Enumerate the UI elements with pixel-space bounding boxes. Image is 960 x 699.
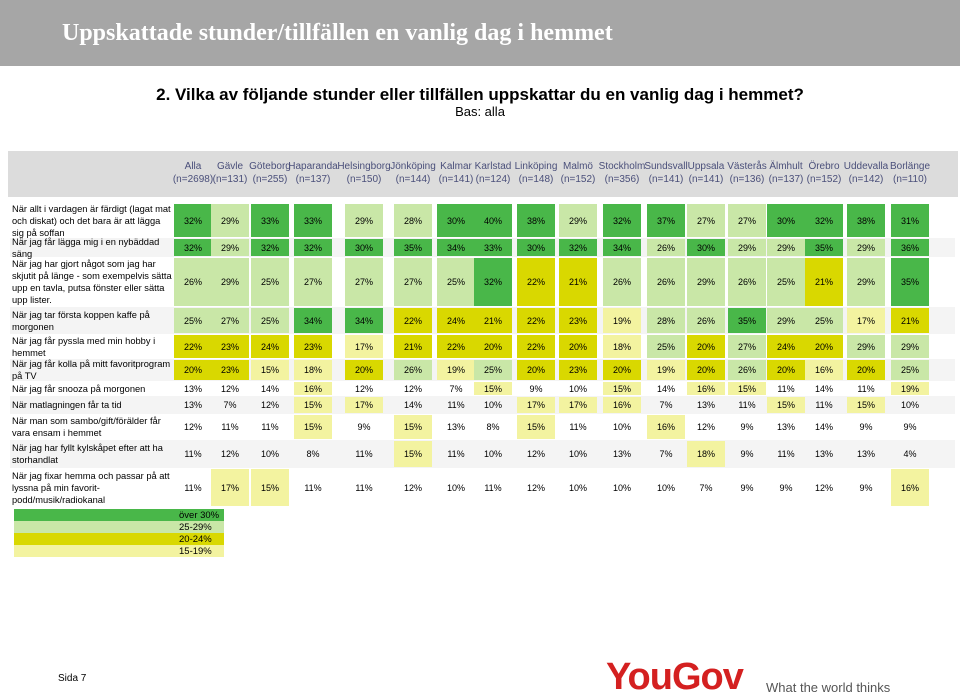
column-n: (n=136) [729,174,765,185]
tagline: What the world thinks [766,680,891,695]
table-cell: 26% [728,258,766,306]
table-cell: 20% [805,335,843,358]
table-cell: 12% [403,383,422,394]
table-cell: 11% [815,400,833,410]
legend-item [14,545,224,557]
table-cell: 29% [345,204,383,237]
row-label: När jag har fyllt kylskåpet efter att ha storhandlat [12,443,163,465]
row-label: När jag får lägga mig i en nybäddad säng [12,236,160,259]
table-cell: 12% [260,400,279,410]
column-n: (n=2698) [172,174,214,185]
table-cell: 30% [767,204,805,237]
table-cell: 18% [687,441,725,467]
column-n: (n=141) [648,174,684,185]
table-cell: 16% [647,415,685,439]
table-cell: 27% [394,258,432,306]
table-cell: 34% [603,239,641,256]
table-cell: 17% [559,397,597,413]
table-cell: 10% [656,482,675,493]
table-cell: 32% [251,239,289,256]
table-cell: 29% [211,239,249,256]
table-cell: 11% [447,449,465,459]
table-cell: 27% [345,258,383,306]
table-cell: 32% [474,258,512,306]
table-cell: 17% [345,397,383,413]
table-cell: 16% [891,469,929,506]
table-cell: 24% [437,308,475,333]
table-cell: 9% [529,383,543,394]
table-cell: 10% [483,400,502,410]
table-cell: 10% [260,449,279,459]
table-cell: 14% [814,383,833,394]
table-cell: 33% [474,239,512,256]
page-number: Sida 7 [58,673,87,684]
table-cell: 27% [294,258,332,306]
table-cell: 25% [647,335,685,358]
page-title: Uppskattade stunder/tillfällen en vanlig dag i hemmet [62,20,613,46]
table-cell: 13% [183,400,202,410]
table-cell: 20% [767,360,805,380]
table-cell: 16% [294,382,332,395]
table-cell: 13% [612,449,631,459]
table-cell: 26% [174,258,212,306]
column-header [882,160,938,186]
row-label: När man som sambo/gift/förälder får vara ensam i hemmet [12,416,161,438]
column-n: (n=131) [212,174,248,185]
table-cell: 12% [354,383,373,394]
table-cell: 35% [394,239,432,256]
table-cell: 16% [687,382,725,395]
table-cell: 25% [767,258,805,306]
table-cell: 18% [294,360,332,380]
column-n: (n=141) [438,174,474,185]
table-cell: 11% [184,449,202,459]
legend-item [14,533,224,545]
column-header [285,160,341,186]
column-n: (n=150) [346,174,382,185]
table-cell: 14% [260,383,279,394]
table-cell: 24% [767,335,805,358]
table-cell: 11% [857,383,875,394]
table-cell: 9% [740,449,754,459]
table-cell: 15% [294,397,332,413]
table-cell: 12% [814,482,833,493]
table-cell: 16% [805,360,843,380]
table-cell: 10% [900,400,919,410]
table-cell: 28% [647,308,685,333]
table-cell: 14% [656,383,675,394]
table-cell: 29% [687,258,725,306]
table-cell: 24% [251,335,289,358]
table-cell: 35% [891,258,929,306]
table-cell: 12% [696,422,715,432]
table-cell: 23% [559,308,597,333]
table-cell: 32% [174,239,212,256]
table-cell: 10% [446,482,465,493]
table-cell: 10% [568,449,587,459]
column-n: (n=110) [892,174,927,185]
table-cell: 34% [437,239,475,256]
table-cell: 19% [603,308,641,333]
table-cell: 29% [847,258,885,306]
column-name: Örebro [808,161,840,172]
table-cell: 11% [355,482,373,493]
table-cell: 17% [517,397,555,413]
table-cell: 37% [647,204,685,237]
table-cell: 25% [251,258,289,306]
table-cell: 27% [687,204,725,237]
table-cell: 12% [220,383,239,394]
column-name: Västerås [727,161,767,172]
table-cell: 38% [517,204,555,237]
row-label: När jag får snooza på morgonen [12,383,146,394]
table-cell: 21% [394,335,432,358]
table-cell: 13% [856,449,875,459]
table-cell: 11% [484,482,502,493]
table-cell: 30% [687,239,725,256]
column-n: (n=148) [518,174,554,185]
table-cell: 25% [474,360,512,380]
table-cell: 32% [805,204,843,237]
table-cell: 12% [220,449,239,459]
table-cell: 22% [517,335,555,358]
table-cell: 32% [603,204,641,237]
legend-label: 15-19% [179,545,212,557]
row-label: När allt i vardagen är färdigt (lagat mat och diskat) och det bara är att lägga sig på soffan [12,203,171,238]
table-cell: 11% [261,422,279,432]
table-cell: 27% [211,308,249,333]
column-header [336,160,392,186]
table-cell: 14% [814,422,833,432]
table-cell: 22% [517,308,555,333]
column-n: (n=152) [806,174,842,185]
column-name: Älmhult [769,161,803,172]
table-cell: 13% [776,422,795,432]
table-cell: 18% [603,335,641,358]
table-cell: 10% [612,482,631,493]
table-cell: 23% [211,335,249,358]
legend-label: över 30% [179,509,220,521]
table-cell: 7% [659,400,673,410]
legend-label: 20-24% [179,533,212,545]
table-cell: 29% [559,204,597,237]
table-cell: 35% [728,308,766,333]
table-cell: 9% [740,482,754,493]
table-cell: 15% [728,382,766,395]
table-cell: 11% [569,422,587,432]
table-cell: 30% [437,204,475,237]
table-cell: 15% [517,415,555,439]
table-cell: 19% [437,360,475,380]
column-name: Göteborg [249,161,291,172]
table-cell: 29% [767,239,805,256]
table-cell: 9% [859,422,873,432]
table-cell: 27% [728,204,766,237]
column-name: Uppsala [687,161,725,172]
table-cell: 19% [647,360,685,380]
table-cell: 28% [394,204,432,237]
table-cell: 31% [891,204,929,237]
table-cell: 11% [184,482,202,493]
table-cell: 36% [891,239,929,256]
table-cell: 13% [446,422,465,432]
table-cell: 34% [294,308,332,333]
column-name: Gävle [216,161,244,172]
table-cell: 10% [612,422,631,432]
row-label: När jag fixar hemma och passar på att lyssna på min favorit-podd/musik/radiokanal [12,470,170,505]
table-cell: 15% [251,360,289,380]
table-cell: 20% [474,335,512,358]
table-cell: 12% [526,482,545,493]
table-cell: 7% [659,449,673,459]
table-cell: 20% [603,360,641,380]
table-cell: 13% [814,449,833,459]
table-cell: 29% [847,335,885,358]
table-cell: 19% [891,382,929,395]
column-name: Linköping [514,161,558,172]
column-name: Malmö [562,161,593,172]
table-cell: 25% [891,360,929,380]
table-cell: 15% [474,382,512,395]
table-cell: 26% [603,258,641,306]
table-cell: 10% [568,383,587,394]
table-cell: 20% [687,360,725,380]
table-cell: 26% [647,258,685,306]
column-n: (n=255) [252,174,288,185]
table-cell: 25% [174,308,212,333]
table-cell: 29% [891,335,929,358]
table-cell: 26% [647,239,685,256]
table-cell: 13% [696,400,715,410]
column-n: (n=142) [848,174,884,185]
table-cell: 38% [847,204,885,237]
table-cell: 15% [394,415,432,439]
table-cell: 34% [345,308,383,333]
column-n: (n=137) [295,174,331,185]
table-cell: 26% [394,360,432,380]
table-cell: 11% [738,400,756,410]
row-label: När matlagningen får ta tid [12,400,122,410]
table-cell: 4% [903,449,917,459]
legend [14,509,224,557]
table-cell: 17% [847,308,885,333]
table-cell: 10% [568,482,587,493]
row-label: När jag har gjort något som jag har skjutit på länge - som exempelvis sätta upp en tavla, putsa fönster eller sätta upp lister. [12,259,172,305]
table-cell: 23% [559,360,597,380]
table-cell: 9% [357,422,371,432]
table-cell: 23% [294,335,332,358]
table-cell: 10% [483,449,502,459]
table-cell: 20% [174,360,212,380]
column-name: Sundsvall [644,161,688,172]
table-cell: 25% [437,258,475,306]
yougov-logo: YouGov [606,656,743,698]
column-n: (n=144) [395,174,431,185]
table-cell: 26% [687,308,725,333]
table-cell: 9% [859,482,873,493]
table-cell: 25% [805,308,843,333]
table-cell: 15% [394,441,432,467]
table-cell: 29% [211,258,249,306]
table-cell: 33% [294,204,332,237]
table-cell: 21% [559,258,597,306]
table-cell: 35% [805,239,843,256]
table-cell: 32% [174,204,212,237]
column-n: (n=137) [768,174,804,185]
table-cell: 8% [306,449,320,459]
table-cell: 20% [517,360,555,380]
table-cell: 22% [437,335,475,358]
row-label: När jag får pyssla med min hobby i hemmet [12,335,156,358]
column-n: (n=152) [560,174,596,185]
table-cell: 15% [603,382,641,395]
table-cell: 33% [251,204,289,237]
table-cell: 13% [183,383,202,394]
header-bar [0,0,960,66]
question-title: 2. Vilka av följande stunder eller tillfällen uppskattar du en vanlig dag i hemmet? [156,85,804,104]
column-n: (n=124) [475,174,511,185]
table-cell: 22% [174,335,212,358]
table-cell: 15% [251,469,289,506]
column-n: (n=141) [688,174,724,185]
table-cell: 11% [221,422,239,432]
column-name: Stockholm [598,161,646,172]
table-cell: 29% [767,308,805,333]
table-cell: 7% [449,383,463,394]
table-cell: 30% [517,239,555,256]
table-cell: 29% [847,239,885,256]
column-name: Alla [184,161,202,172]
table-cell: 7% [699,482,713,493]
table-cell: 21% [891,308,929,333]
table-cell: 9% [740,422,754,432]
table-cell: 25% [251,308,289,333]
table-cell: 15% [767,397,805,413]
table-cell: 15% [294,415,332,439]
table-cell: 23% [211,360,249,380]
column-name: Karlstad [474,161,512,172]
table-cell: 30% [345,239,383,256]
column-name: Kalmar [440,161,472,172]
table-cell: 12% [183,422,202,432]
table-cell: 32% [559,239,597,256]
column-name: Jönköping [390,161,436,172]
column-name: Helsingborg [337,161,391,172]
table-cell: 20% [345,360,383,380]
column-name: Borlänge [889,161,931,172]
table-cell: 20% [559,335,597,358]
table-cell: 11% [447,400,465,410]
table-cell: 17% [345,335,383,358]
table-cell: 22% [517,258,555,306]
table-cell: 17% [211,469,249,506]
table-cell: 12% [526,449,545,459]
question-base: Bas: alla [455,104,505,119]
table-cell: 16% [603,397,641,413]
table-cell: 11% [777,383,795,394]
table-cell: 40% [474,204,512,237]
table-cell: 15% [847,397,885,413]
legend-label: 25-29% [179,521,212,533]
table-cell: 8% [486,422,500,432]
table-cell: 26% [728,360,766,380]
table-cell: 21% [805,258,843,306]
row-label: När jag får kolla på mitt favoritprogram på TV [12,359,171,381]
row-label: När jag tar första koppen kaffe på morgonen [12,309,150,332]
table-cell: 27% [728,335,766,358]
column-name: Haparanda [288,161,338,172]
legend-item [14,509,224,521]
table-cell: 9% [779,482,793,493]
column-name: Uddevalla [843,161,889,172]
table-cell: 20% [847,360,885,380]
table-cell: 21% [474,308,512,333]
table-cell: 11% [355,449,373,459]
table-cell: 9% [903,422,917,432]
column-n: (n=356) [604,174,640,185]
table-cell: 22% [394,308,432,333]
table-cell: 7% [223,400,237,410]
table-cell: 11% [777,449,795,459]
table-cell: 29% [211,204,249,237]
table-cell: 20% [687,335,725,358]
table-cell: 11% [304,482,322,493]
table-cell: 12% [403,482,422,493]
table-cell: 14% [403,400,422,410]
legend-item [14,521,224,533]
table-cell: 29% [728,239,766,256]
table-cell: 32% [294,239,332,256]
